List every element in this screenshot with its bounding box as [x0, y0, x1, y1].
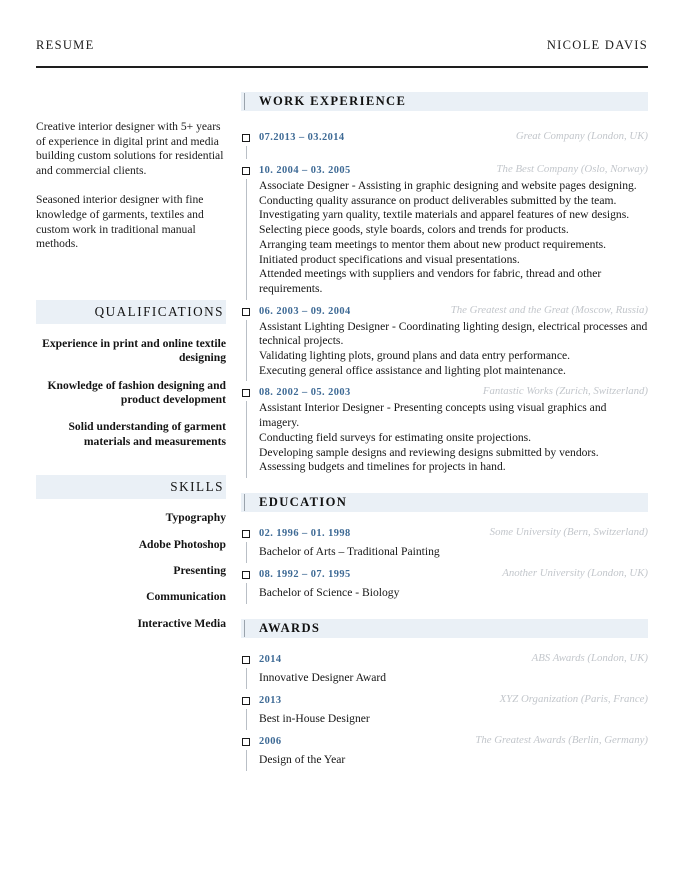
work-entry-header: [259, 300, 648, 320]
awards-entries: [241, 648, 648, 771]
timeline-marker-icon: [242, 308, 250, 316]
education-section: [241, 493, 648, 604]
header-candidate-name: NICOLE DAVIS: [546, 38, 648, 52]
work-entry-organization: The Best Company (Oslo, Norway): [496, 163, 648, 175]
award-entry-year: 2006: [259, 735, 282, 747]
description-line: Arranging team meetings to mentor them about new product requirements.: [259, 237, 607, 251]
work-entry-header: [259, 381, 648, 401]
section-tick-icon: [244, 620, 245, 637]
timeline-marker-icon: [242, 389, 250, 397]
qualifications-heading-band: [36, 300, 226, 324]
skill-item: Interactive Media: [137, 616, 226, 630]
timeline-line: [246, 709, 247, 730]
description-line: Associate Designer - Assisting in graphic designing and website pages designing.: [259, 179, 637, 192]
awards-title: AWARDS: [259, 620, 321, 635]
skill-item: Presenting: [173, 564, 226, 577]
description-line: Assistant Interior Designer - Presenting concepts using visual graphics and imagery.: [259, 401, 607, 430]
skills-title: SKILLS: [170, 479, 224, 495]
timeline-line: [246, 750, 247, 771]
work-entry-description: [259, 401, 648, 478]
education-entry-date: 02. 1996 – 01. 1998: [259, 527, 351, 539]
spacer: [241, 604, 648, 619]
work-entries: [241, 126, 648, 478]
work-entry-header: [259, 126, 648, 146]
award-entry-title: Best in-House Designer: [259, 711, 370, 725]
work-entry: [241, 126, 648, 159]
work-entry-description: [259, 179, 648, 300]
education-entry-institution: Some University (Bern, Switzerland): [489, 525, 648, 538]
education-entry-header: [259, 522, 648, 542]
education-entries: [241, 522, 648, 604]
work-entry-header: [259, 159, 648, 179]
header-divider: [36, 66, 648, 68]
description-line: Assessing budgets and timelines for projects in hand.: [259, 460, 506, 474]
page-header: [36, 38, 648, 68]
timeline-line: [246, 179, 247, 300]
spacer: [241, 512, 648, 522]
timeline-marker-icon: [242, 530, 250, 538]
awards-heading-band: [241, 619, 648, 638]
work-entry: [241, 300, 648, 382]
description-line: Investigating yarn quality, textile materials and apparel features of new designs.: [259, 208, 630, 222]
skills-section: [36, 475, 226, 631]
timeline-marker-icon: [242, 697, 250, 705]
work-entry-organization: Great Company (London, UK): [515, 130, 648, 142]
work-entry-date: 06. 2003 – 09. 2004: [259, 305, 351, 317]
summary-paragraph: Seasoned interior designer with fine knowledge of garments, textiles and custom work in traditional manual methods.: [36, 193, 204, 251]
education-entry-header: [259, 563, 648, 583]
qualifications-title: QUALIFICATIONS: [94, 303, 224, 319]
main-content: [241, 92, 648, 771]
qualification-item: Knowledge of fashion designing and product development: [47, 378, 226, 406]
education-title: EDUCATION: [259, 494, 348, 509]
description-line: Conducting field surveys for estimating onsite projections.: [259, 430, 532, 444]
description-line: Conducting quality assurance on product deliverables submitted by the team.: [259, 193, 617, 207]
timeline-marker-icon: [242, 738, 250, 746]
award-entry-title: Design of the Year: [259, 752, 346, 766]
work-experience-heading-band: [241, 92, 648, 111]
qualification-item: Solid understanding of garment materials and measurements: [68, 420, 226, 448]
education-entry: [241, 563, 648, 604]
qualifications-section: [36, 300, 226, 449]
skill-item: Adobe Photoshop: [138, 537, 226, 551]
work-entry-description: [259, 320, 648, 382]
description-line: Developing sample designs and reviewing designs submitted by vendors.: [259, 445, 599, 459]
award-entry-header: [259, 689, 648, 709]
timeline-marker-icon: [242, 134, 250, 142]
spacer: [259, 146, 648, 159]
description-line: Attended meetings with suppliers and vendors for fabric, thread and other requirements.: [259, 267, 602, 295]
award-entry: [241, 648, 648, 689]
education-entry: [241, 522, 648, 563]
award-entry-year: 2013: [259, 694, 282, 706]
skills-heading-band: [36, 475, 226, 499]
timeline-line: [246, 583, 247, 604]
award-entry-organization: XYZ Organization (Paris, France): [499, 692, 648, 705]
work-entry: [241, 381, 648, 478]
header-document-label: RESUME: [36, 38, 95, 52]
sidebar: [36, 120, 226, 631]
work-experience-section: [241, 92, 648, 478]
description-line: Executing general office assistance and lighting plot maintenance.: [259, 363, 566, 377]
timeline-line: [246, 320, 247, 382]
timeline-line: [246, 401, 247, 478]
spacer: [241, 478, 648, 493]
education-entry-institution: Another University (London, UK): [502, 566, 648, 579]
work-entry: [241, 159, 648, 300]
description-line: Validating lighting plots, ground plans and data entry performance.: [259, 349, 571, 363]
skill-item: Communication: [146, 590, 226, 604]
award-entry-organization: The Greatest Awards (Berlin, Germany): [475, 733, 648, 746]
award-entry-header: [259, 730, 648, 750]
award-entry: [241, 689, 648, 730]
spacer: [241, 111, 648, 126]
education-heading-band: [241, 493, 648, 512]
education-entry-degree: Bachelor of Science - Biology: [259, 585, 400, 599]
timeline-marker-icon: [242, 571, 250, 579]
education-entry-degree: Bachelor of Arts – Traditional Painting: [259, 544, 440, 558]
timeline-line: [246, 146, 247, 159]
section-tick-icon: [244, 93, 245, 110]
work-entry-organization: The Greatest and the Great (Moscow, Russia): [450, 303, 648, 316]
award-entry-header: [259, 648, 648, 668]
award-entry-year: 2014: [259, 653, 282, 665]
work-entry-organization: Fantastic Works (Zurich, Switzerland): [482, 385, 648, 398]
award-entry-organization: ABS Awards (London, UK): [531, 651, 648, 664]
description-line: Selecting piece goods, style boards, colors and trends for products.: [259, 223, 569, 237]
description-line: Assistant Lighting Designer - Coordinating lighting design, electrical processes and technical projects.: [259, 319, 648, 348]
qualification-item: Experience in print and online textile designing: [42, 336, 226, 365]
timeline-marker-icon: [242, 167, 250, 175]
section-tick-icon: [244, 494, 245, 511]
work-entry-date: 10. 2004 – 03. 2005: [259, 165, 351, 176]
awards-section: [241, 619, 648, 771]
skill-item: Typography: [165, 511, 226, 525]
timeline-line: [246, 668, 247, 689]
work-entry-date: 08. 2002 – 05. 2003: [259, 387, 351, 399]
award-entry-title: Innovative Designer Award: [259, 670, 387, 684]
description-line: Initiated product specifications and visual presentations.: [259, 252, 520, 266]
summary-paragraph: Creative interior designer with 5+ years of experience in digital print and media building custom solutions for residential and commercial clients.: [36, 120, 224, 177]
work-experience-title: WORK EXPERIENCE: [259, 94, 407, 108]
timeline-marker-icon: [242, 656, 250, 664]
award-entry: [241, 730, 648, 771]
education-entry-date: 08. 1992 – 07. 1995: [259, 568, 351, 580]
timeline-line: [246, 542, 247, 563]
spacer: [241, 638, 648, 648]
work-entry-date: 07.2013 – 03.2014: [259, 132, 345, 143]
